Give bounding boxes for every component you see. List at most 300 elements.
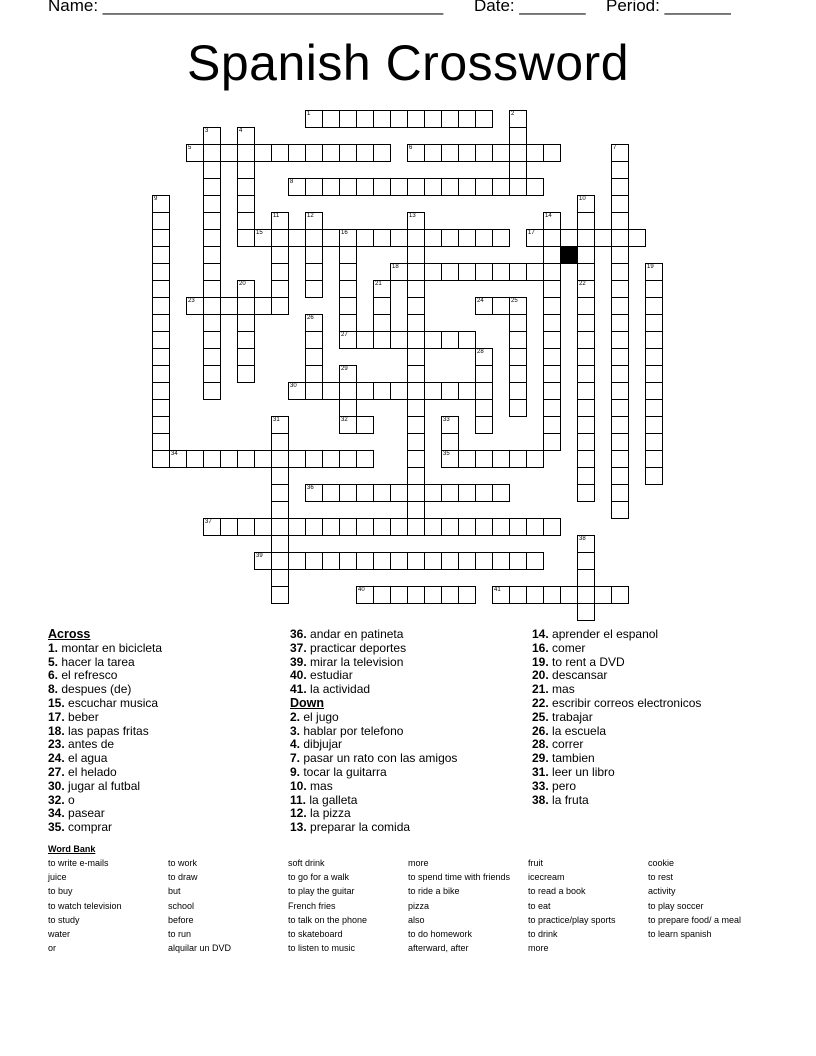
grid-cell[interactable]	[356, 552, 374, 570]
grid-cell[interactable]	[543, 365, 561, 383]
grid-cell[interactable]	[152, 314, 170, 332]
grid-cell[interactable]	[577, 348, 595, 366]
grid-cell[interactable]	[509, 263, 527, 281]
grid-cell[interactable]	[509, 127, 527, 145]
grid-cell[interactable]	[526, 178, 544, 196]
grid-cell[interactable]	[339, 246, 357, 264]
grid-cell[interactable]	[203, 297, 221, 315]
grid-cell[interactable]	[390, 229, 408, 247]
grid-cell[interactable]	[339, 365, 357, 383]
grid-cell[interactable]	[475, 297, 493, 315]
grid-cell[interactable]	[645, 297, 663, 315]
grid-cell[interactable]	[492, 552, 510, 570]
grid-cell[interactable]	[441, 552, 459, 570]
grid-cell[interactable]	[560, 229, 578, 247]
grid-cell[interactable]	[339, 552, 357, 570]
grid-cell[interactable]	[356, 110, 374, 128]
grid-cell[interactable]	[339, 297, 357, 315]
grid-cell[interactable]	[645, 382, 663, 400]
grid-cell[interactable]	[271, 280, 289, 298]
grid-cell[interactable]	[390, 484, 408, 502]
grid-cell[interactable]	[322, 450, 340, 468]
grid-cell[interactable]	[407, 399, 425, 417]
grid-cell[interactable]	[645, 416, 663, 434]
grid-cell[interactable]	[441, 178, 459, 196]
grid-cell[interactable]	[645, 280, 663, 298]
grid-cell[interactable]	[611, 399, 629, 417]
grid-cell[interactable]	[526, 552, 544, 570]
grid-cell[interactable]	[322, 178, 340, 196]
grid-cell[interactable]	[237, 127, 255, 145]
grid-cell[interactable]	[543, 263, 561, 281]
grid-cell[interactable]	[577, 263, 595, 281]
grid-cell[interactable]	[424, 552, 442, 570]
grid-cell[interactable]	[152, 195, 170, 213]
grid-cell[interactable]	[271, 535, 289, 553]
grid-cell[interactable]	[203, 450, 221, 468]
grid-cell[interactable]	[611, 365, 629, 383]
grid-cell[interactable]	[390, 382, 408, 400]
grid-cell[interactable]	[203, 382, 221, 400]
grid-cell[interactable]	[492, 518, 510, 536]
grid-cell[interactable]	[254, 144, 272, 162]
grid-cell[interactable]	[611, 467, 629, 485]
grid-cell[interactable]	[305, 212, 323, 230]
grid-cell[interactable]	[271, 246, 289, 264]
grid-cell[interactable]	[441, 110, 459, 128]
grid-cell[interactable]	[475, 348, 493, 366]
grid-cell[interactable]	[509, 161, 527, 179]
grid-cell[interactable]	[288, 229, 306, 247]
grid-cell[interactable]	[492, 263, 510, 281]
grid-cell[interactable]	[237, 195, 255, 213]
grid-cell[interactable]	[543, 229, 561, 247]
grid-cell[interactable]	[271, 229, 289, 247]
grid-cell[interactable]	[407, 178, 425, 196]
grid-cell[interactable]	[492, 586, 510, 604]
grid-cell[interactable]	[441, 518, 459, 536]
grid-cell[interactable]	[577, 399, 595, 417]
grid-cell[interactable]	[509, 297, 527, 315]
grid-cell[interactable]	[441, 586, 459, 604]
grid-cell[interactable]	[271, 569, 289, 587]
grid-cell[interactable]	[441, 263, 459, 281]
grid-cell[interactable]	[492, 178, 510, 196]
grid-cell[interactable]	[424, 229, 442, 247]
grid-cell[interactable]	[577, 229, 595, 247]
grid-cell[interactable]	[543, 331, 561, 349]
grid-cell[interactable]	[407, 552, 425, 570]
grid-cell[interactable]	[526, 586, 544, 604]
grid-cell[interactable]	[356, 586, 374, 604]
grid-cell[interactable]	[339, 382, 357, 400]
grid-cell[interactable]	[237, 178, 255, 196]
grid-cell[interactable]	[407, 212, 425, 230]
grid-cell[interactable]	[543, 399, 561, 417]
grid-cell[interactable]	[577, 246, 595, 264]
grid-cell[interactable]	[407, 144, 425, 162]
grid-cell[interactable]	[339, 263, 357, 281]
grid-cell[interactable]	[339, 518, 357, 536]
grid-cell[interactable]	[169, 450, 187, 468]
grid-cell[interactable]	[458, 178, 476, 196]
grid-cell[interactable]	[373, 586, 391, 604]
grid-cell[interactable]	[152, 331, 170, 349]
grid-cell[interactable]	[458, 382, 476, 400]
grid-cell[interactable]	[458, 518, 476, 536]
grid-cell[interactable]	[305, 382, 323, 400]
grid-cell[interactable]	[356, 229, 374, 247]
grid-cell[interactable]	[509, 552, 527, 570]
grid-cell[interactable]	[645, 399, 663, 417]
grid-cell[interactable]	[611, 195, 629, 213]
grid-cell[interactable]	[305, 144, 323, 162]
grid-cell[interactable]	[424, 110, 442, 128]
grid-cell[interactable]	[526, 144, 544, 162]
grid-cell[interactable]	[577, 331, 595, 349]
grid-cell[interactable]	[526, 229, 544, 247]
grid-cell[interactable]	[543, 212, 561, 230]
grid-cell[interactable]	[509, 586, 527, 604]
grid-cell[interactable]	[492, 144, 510, 162]
grid-cell[interactable]	[577, 603, 595, 621]
grid-cell[interactable]	[152, 399, 170, 417]
grid-cell[interactable]	[237, 229, 255, 247]
grid-cell[interactable]	[152, 229, 170, 247]
grid-cell[interactable]	[509, 178, 527, 196]
grid-cell[interactable]	[322, 110, 340, 128]
grid-cell[interactable]	[322, 144, 340, 162]
grid-cell[interactable]	[373, 484, 391, 502]
grid-cell[interactable]	[203, 331, 221, 349]
grid-cell[interactable]	[237, 365, 255, 383]
grid-cell[interactable]	[237, 348, 255, 366]
grid-cell[interactable]	[339, 399, 357, 417]
grid-cell[interactable]	[339, 484, 357, 502]
grid-cell[interactable]	[424, 263, 442, 281]
grid-cell[interactable]	[475, 178, 493, 196]
grid-cell[interactable]	[271, 297, 289, 315]
grid-cell[interactable]	[560, 586, 578, 604]
grid-cell[interactable]	[237, 144, 255, 162]
grid-cell[interactable]	[237, 518, 255, 536]
grid-cell[interactable]	[577, 195, 595, 213]
grid-cell[interactable]	[390, 586, 408, 604]
grid-cell[interactable]	[645, 433, 663, 451]
grid-cell[interactable]	[271, 416, 289, 434]
grid-cell[interactable]	[271, 552, 289, 570]
grid-cell[interactable]	[577, 586, 595, 604]
grid-cell[interactable]	[288, 450, 306, 468]
grid-cell[interactable]	[645, 365, 663, 383]
grid-cell[interactable]	[543, 518, 561, 536]
grid-cell[interactable]	[237, 280, 255, 298]
grid-cell[interactable]	[271, 433, 289, 451]
grid-cell[interactable]	[220, 450, 238, 468]
grid-cell[interactable]	[271, 144, 289, 162]
grid-cell[interactable]	[220, 297, 238, 315]
grid-cell[interactable]	[407, 331, 425, 349]
grid-cell[interactable]	[407, 501, 425, 519]
grid-cell[interactable]	[339, 110, 357, 128]
grid-cell[interactable]	[458, 586, 476, 604]
grid-cell[interactable]	[526, 263, 544, 281]
grid-cell[interactable]	[339, 280, 357, 298]
grid-cell[interactable]	[424, 331, 442, 349]
grid-cell[interactable]	[203, 246, 221, 264]
grid-cell[interactable]	[152, 365, 170, 383]
grid-cell[interactable]	[611, 416, 629, 434]
grid-cell[interactable]	[475, 144, 493, 162]
grid-cell[interactable]	[628, 229, 646, 247]
grid-cell[interactable]	[458, 110, 476, 128]
grid-cell[interactable]	[271, 484, 289, 502]
grid-cell[interactable]	[611, 501, 629, 519]
grid-cell[interactable]	[424, 144, 442, 162]
grid-cell[interactable]	[373, 144, 391, 162]
grid-cell[interactable]	[611, 586, 629, 604]
grid-cell[interactable]	[475, 399, 493, 417]
grid-cell[interactable]	[305, 110, 323, 128]
grid-cell[interactable]	[407, 484, 425, 502]
grid-cell[interactable]	[254, 297, 272, 315]
grid-cell[interactable]	[475, 110, 493, 128]
grid-cell[interactable]	[577, 382, 595, 400]
grid-cell[interactable]	[356, 331, 374, 349]
grid-cell[interactable]	[152, 382, 170, 400]
grid-cell[interactable]	[645, 450, 663, 468]
grid-cell[interactable]	[356, 382, 374, 400]
grid-cell[interactable]	[373, 518, 391, 536]
grid-cell[interactable]	[271, 518, 289, 536]
grid-cell[interactable]	[305, 518, 323, 536]
grid-cell[interactable]	[356, 178, 374, 196]
grid-cell[interactable]	[373, 314, 391, 332]
grid-cell[interactable]	[203, 365, 221, 383]
grid-cell[interactable]	[373, 382, 391, 400]
grid-cell[interactable]	[611, 178, 629, 196]
grid-cell[interactable]	[407, 518, 425, 536]
grid-cell[interactable]	[152, 450, 170, 468]
grid-cell[interactable]	[424, 382, 442, 400]
grid-cell[interactable]	[203, 127, 221, 145]
grid-cell[interactable]	[509, 365, 527, 383]
grid-cell[interactable]	[339, 178, 357, 196]
grid-cell[interactable]	[475, 552, 493, 570]
grid-cell[interactable]	[611, 382, 629, 400]
grid-cell[interactable]	[611, 331, 629, 349]
grid-cell[interactable]	[407, 246, 425, 264]
grid-cell[interactable]	[458, 144, 476, 162]
grid-cell[interactable]	[322, 518, 340, 536]
grid-cell[interactable]	[475, 382, 493, 400]
grid-cell[interactable]	[203, 144, 221, 162]
grid-cell[interactable]	[373, 229, 391, 247]
grid-cell[interactable]	[645, 263, 663, 281]
grid-cell[interactable]	[305, 178, 323, 196]
grid-cell[interactable]	[441, 331, 459, 349]
grid-cell[interactable]	[373, 552, 391, 570]
grid-cell[interactable]	[577, 314, 595, 332]
grid-cell[interactable]	[441, 416, 459, 434]
grid-cell[interactable]	[322, 229, 340, 247]
grid-cell[interactable]	[407, 450, 425, 468]
grid-cell[interactable]	[543, 348, 561, 366]
grid-cell[interactable]	[611, 229, 629, 247]
grid-cell[interactable]	[407, 365, 425, 383]
grid-cell[interactable]	[203, 229, 221, 247]
grid-cell[interactable]	[390, 263, 408, 281]
grid-cell[interactable]	[237, 331, 255, 349]
grid-cell[interactable]	[509, 399, 527, 417]
grid-cell[interactable]	[390, 331, 408, 349]
grid-cell[interactable]	[152, 416, 170, 434]
grid-cell[interactable]	[645, 331, 663, 349]
grid-cell[interactable]	[305, 314, 323, 332]
grid-cell[interactable]	[543, 144, 561, 162]
grid-cell[interactable]	[390, 552, 408, 570]
grid-cell[interactable]	[220, 518, 238, 536]
grid-cell[interactable]	[577, 297, 595, 315]
grid-cell[interactable]	[458, 552, 476, 570]
grid-cell[interactable]	[237, 212, 255, 230]
grid-cell[interactable]	[458, 484, 476, 502]
grid-cell[interactable]	[543, 246, 561, 264]
grid-cell[interactable]	[186, 297, 204, 315]
grid-cell[interactable]	[594, 229, 612, 247]
grid-cell[interactable]	[645, 467, 663, 485]
grid-cell[interactable]	[152, 297, 170, 315]
grid-cell[interactable]	[509, 382, 527, 400]
grid-cell[interactable]	[577, 552, 595, 570]
grid-cell[interactable]	[220, 144, 238, 162]
grid-cell[interactable]	[458, 331, 476, 349]
grid-cell[interactable]	[271, 467, 289, 485]
grid-cell[interactable]	[373, 280, 391, 298]
grid-cell[interactable]	[475, 416, 493, 434]
grid-cell[interactable]	[577, 280, 595, 298]
grid-cell[interactable]	[373, 297, 391, 315]
grid-cell[interactable]	[475, 450, 493, 468]
grid-cell[interactable]	[339, 416, 357, 434]
grid-cell[interactable]	[271, 263, 289, 281]
grid-cell[interactable]	[424, 518, 442, 536]
grid-cell[interactable]	[577, 416, 595, 434]
grid-cell[interactable]	[526, 518, 544, 536]
grid-cell[interactable]	[475, 365, 493, 383]
grid-cell[interactable]	[458, 229, 476, 247]
grid-cell[interactable]	[577, 484, 595, 502]
grid-cell[interactable]	[237, 161, 255, 179]
grid-cell[interactable]	[611, 144, 629, 162]
grid-cell[interactable]	[339, 229, 357, 247]
grid-cell[interactable]	[152, 263, 170, 281]
grid-cell[interactable]	[203, 195, 221, 213]
grid-cell[interactable]	[611, 161, 629, 179]
grid-cell[interactable]	[509, 314, 527, 332]
grid-cell[interactable]	[288, 382, 306, 400]
grid-cell[interactable]	[441, 450, 459, 468]
grid-cell[interactable]	[390, 178, 408, 196]
grid-cell[interactable]	[305, 229, 323, 247]
grid-cell[interactable]	[237, 297, 255, 315]
grid-cell[interactable]	[458, 450, 476, 468]
grid-cell[interactable]	[407, 297, 425, 315]
grid-cell[interactable]	[543, 314, 561, 332]
grid-cell[interactable]	[509, 348, 527, 366]
grid-cell[interactable]	[509, 110, 527, 128]
grid-cell[interactable]	[577, 450, 595, 468]
grid-cell[interactable]	[305, 331, 323, 349]
grid-cell[interactable]	[475, 484, 493, 502]
grid-cell[interactable]	[509, 331, 527, 349]
grid-cell[interactable]	[577, 365, 595, 383]
grid-cell[interactable]	[203, 178, 221, 196]
grid-cell[interactable]	[152, 280, 170, 298]
grid-cell[interactable]	[407, 314, 425, 332]
grid-cell[interactable]	[203, 518, 221, 536]
grid-cell[interactable]	[254, 450, 272, 468]
grid-cell[interactable]	[203, 280, 221, 298]
grid-cell[interactable]	[356, 450, 374, 468]
grid-cell[interactable]	[611, 348, 629, 366]
grid-cell[interactable]	[441, 144, 459, 162]
grid-cell[interactable]	[509, 450, 527, 468]
grid-cell[interactable]	[611, 484, 629, 502]
grid-cell[interactable]	[203, 314, 221, 332]
grid-cell[interactable]	[271, 501, 289, 519]
grid-cell[interactable]	[611, 433, 629, 451]
grid-cell[interactable]	[186, 450, 204, 468]
grid-cell[interactable]	[271, 586, 289, 604]
grid-cell[interactable]	[254, 518, 272, 536]
grid-cell[interactable]	[373, 331, 391, 349]
grid-cell[interactable]	[237, 450, 255, 468]
grid-cell[interactable]	[339, 144, 357, 162]
grid-cell[interactable]	[407, 416, 425, 434]
grid-cell[interactable]	[441, 382, 459, 400]
grid-cell[interactable]	[407, 280, 425, 298]
grid-cell[interactable]	[288, 144, 306, 162]
grid-cell[interactable]	[152, 433, 170, 451]
grid-cell[interactable]	[305, 246, 323, 264]
grid-cell[interactable]	[492, 484, 510, 502]
grid-cell[interactable]	[475, 229, 493, 247]
grid-cell[interactable]	[441, 484, 459, 502]
grid-cell[interactable]	[424, 484, 442, 502]
grid-cell[interactable]	[407, 586, 425, 604]
grid-cell[interactable]	[577, 569, 595, 587]
grid-cell[interactable]	[611, 280, 629, 298]
grid-cell[interactable]	[237, 314, 255, 332]
grid-cell[interactable]	[186, 144, 204, 162]
grid-cell[interactable]	[288, 178, 306, 196]
grid-cell[interactable]	[407, 467, 425, 485]
grid-cell[interactable]	[152, 212, 170, 230]
grid-cell[interactable]	[543, 416, 561, 434]
grid-cell[interactable]	[271, 450, 289, 468]
grid-cell[interactable]	[288, 552, 306, 570]
grid-cell[interactable]	[356, 416, 374, 434]
grid-cell[interactable]	[339, 331, 357, 349]
grid-cell[interactable]	[611, 297, 629, 315]
grid-cell[interactable]	[203, 263, 221, 281]
grid-cell[interactable]	[441, 433, 459, 451]
grid-cell[interactable]	[424, 586, 442, 604]
grid-cell[interactable]	[441, 229, 459, 247]
grid-cell[interactable]	[305, 450, 323, 468]
grid-cell[interactable]	[526, 450, 544, 468]
